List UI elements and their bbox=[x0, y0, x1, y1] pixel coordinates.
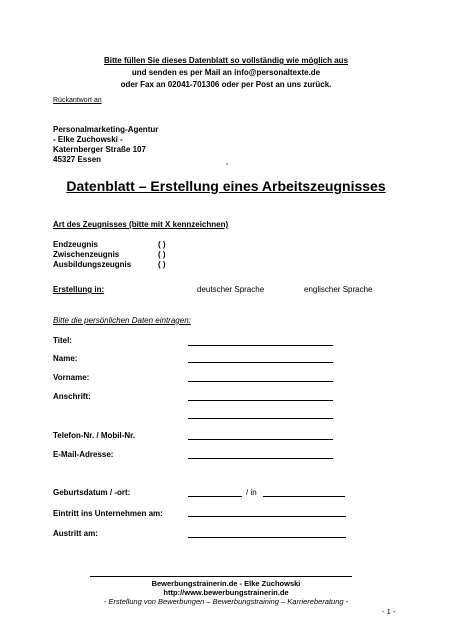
footer-divider bbox=[90, 576, 352, 577]
address-line-2: - Elke Zuchowski - bbox=[53, 135, 123, 144]
option-ausbildungszeugnis-checkbox[interactable]: ( ) bbox=[158, 260, 166, 269]
telefon-field[interactable] bbox=[188, 439, 333, 440]
option-endzeugnis-label: Endzeugnis bbox=[53, 240, 98, 249]
geburtsdatum-label: Geburtsdatum / -ort: bbox=[53, 488, 131, 497]
instruction-line-3: oder Fax an 02041-701306 oder per Post an uns zurück. bbox=[120, 80, 332, 89]
footer-line-1: Bewerbungstrainerin.de - Elke Zuchowski bbox=[151, 579, 301, 588]
option-zwischenzeugnis-label: Zwischenzeugnis bbox=[53, 250, 120, 259]
austritt-label: Austritt am: bbox=[53, 529, 98, 538]
geburtsdatum-field[interactable] bbox=[188, 496, 242, 497]
anschrift-field-line-1[interactable] bbox=[188, 400, 333, 401]
footer-line-2: http://www.bewerbungstrainerin.de bbox=[163, 588, 289, 597]
type-heading: Art des Zeugnisses (bitte mit X kennzeichnen) bbox=[53, 220, 229, 229]
titel-label: Titel: bbox=[53, 336, 72, 345]
email-label: E-Mail-Adresse: bbox=[53, 450, 114, 459]
address-line-3: Katernberger Straße 107 bbox=[53, 145, 146, 154]
eintritt-field[interactable] bbox=[188, 516, 346, 517]
instruction-line-1: Bitte füllen Sie dieses Datenblatt so vollständig wie möglich aus bbox=[103, 56, 349, 65]
email-field[interactable] bbox=[188, 458, 333, 459]
language-english-option[interactable]: englischer Sprache bbox=[304, 285, 373, 294]
address-line-4: 45327 Essen bbox=[53, 155, 102, 164]
name-field[interactable] bbox=[188, 362, 333, 363]
page-number: - 1 - bbox=[382, 607, 396, 616]
center-mark: - bbox=[226, 162, 228, 168]
anschrift-field-line-2[interactable] bbox=[188, 418, 333, 419]
anschrift-label: Anschrift: bbox=[53, 392, 91, 401]
geburtsort-separator: / in bbox=[246, 488, 257, 497]
titel-field[interactable] bbox=[188, 345, 333, 346]
austritt-field[interactable] bbox=[188, 537, 346, 538]
reply-label: Rückantwort an bbox=[53, 97, 102, 104]
footer-line-3: - Erstellung von Bewerbungen – Bewerbungstraining – Karriereberatung - bbox=[103, 597, 349, 606]
instruction-line-2: und senden es per Mail an info@personaltexte.de bbox=[131, 68, 321, 77]
vorname-field[interactable] bbox=[188, 381, 333, 382]
vorname-label: Vorname: bbox=[53, 373, 90, 382]
telefon-label: Telefon-Nr. / Mobil-Nr. bbox=[53, 431, 136, 440]
language-german-option[interactable]: deutscher Sprache bbox=[197, 285, 265, 294]
option-endzeugnis-checkbox[interactable]: ( ) bbox=[158, 240, 166, 249]
name-label: Name: bbox=[53, 354, 78, 363]
page-title: Datenblatt – Erstellung eines Arbeitszeugnisses bbox=[66, 178, 386, 194]
option-zwischenzeugnis-checkbox[interactable]: ( ) bbox=[158, 250, 166, 259]
eintritt-label: Eintritt ins Unternehmen am: bbox=[53, 509, 163, 518]
option-ausbildungszeugnis-label: Ausbildungszeugnis bbox=[53, 260, 132, 269]
address-line-1: Personalmarketing-Agentur bbox=[53, 125, 159, 134]
geburtsort-field[interactable] bbox=[263, 496, 345, 497]
personal-data-heading: Bitte die persönlichen Daten eintragen: bbox=[53, 316, 191, 325]
language-label: Erstellung in: bbox=[53, 285, 105, 294]
